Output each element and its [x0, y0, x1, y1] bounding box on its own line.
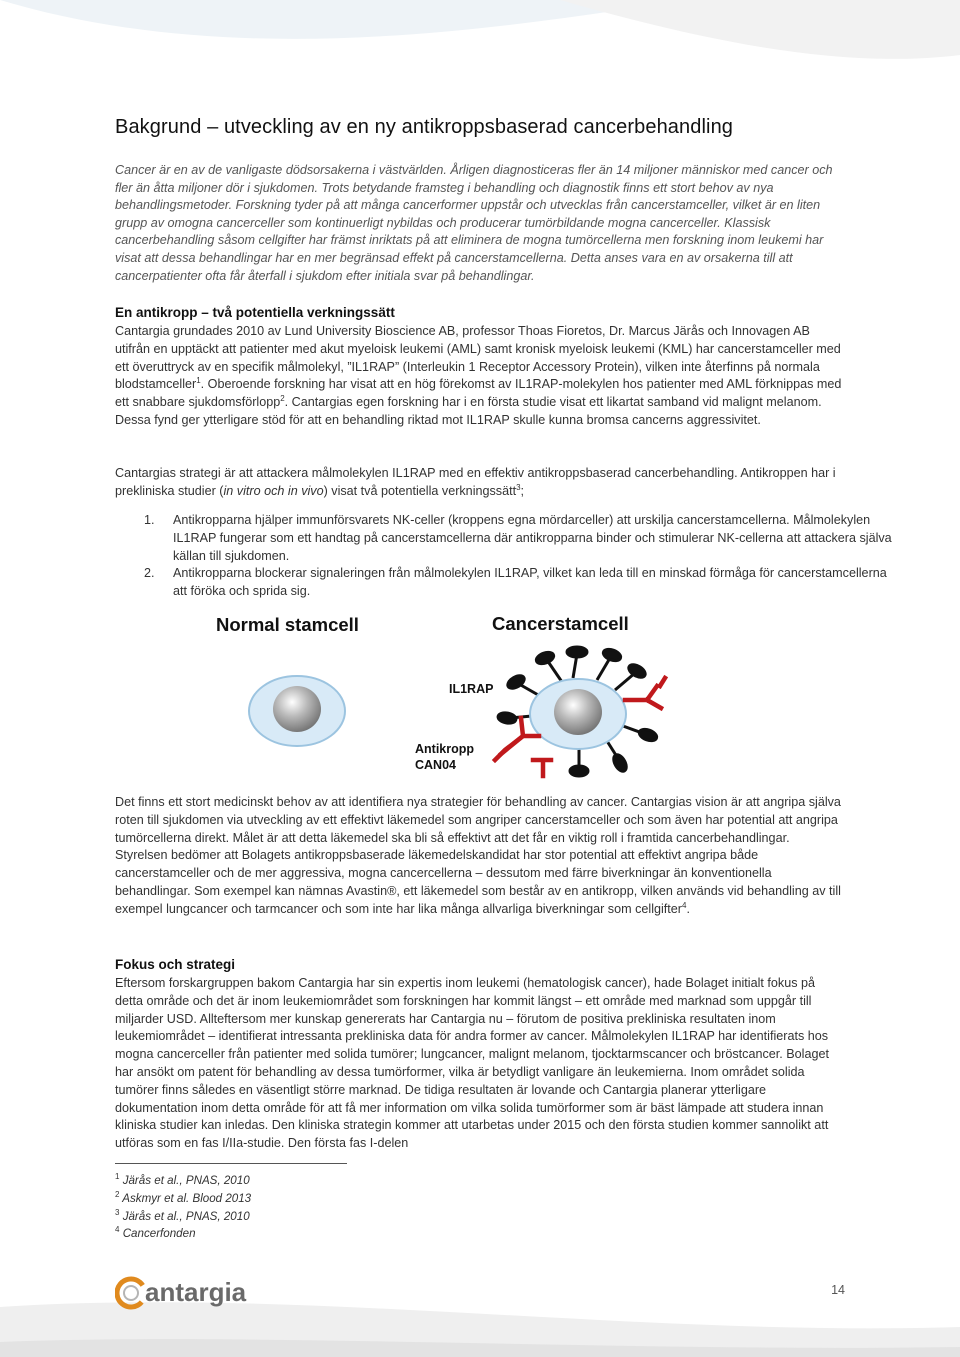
header-decoration	[0, 0, 960, 90]
footnote-divider	[115, 1163, 347, 1164]
antibody-label: Antikropp CAN04	[415, 742, 475, 772]
section-heading-antibody: En antikropp – två potentiella verkningssätt	[115, 305, 395, 320]
svg-text:antargia: antargia	[145, 1277, 247, 1307]
cancer-stemcell-label: Cancerstamcell	[492, 613, 629, 634]
paragraph-medical-need: Det finns ett stort medicinskt behov av att identifiera nya strategier för behandling av cancer. Cantargias vision är att angripa själva roten till sjukdomen via utveckling av ett effektivt läkemedel som angriper cancerstamceller och som även har potential att angripa tumörcellerna direkt. Målet är att detta läkemedel ska bli så effektivt att det får en viktig roll i framtida cancerbehandlingar. Styrelsen bedömer att Bolagets antikroppsbaserade läkemedelskandidat har stor potential att effektivt angripa både cancerstamceller och de mer aggressiva, mogna cancercellerna – dessutom med färre biverkningar än konventionella behandlingar. Som exempel kan nämnas Avastin®, ett läkemedel som består av en antikropp, vilken används vid behandling av till exempel lungcancer och tarmcancer och som inte har lika många allvarliga biverkningar som cellgifter$^4$.	[115, 795, 841, 916]
footnote: $^4$ Cancerfonden	[115, 1225, 196, 1241]
page-title: Bakgrund – utveckling av en ny antikroppsbaserad cancerbehandling	[115, 116, 734, 138]
paragraph-founding: Cantargia grundades 2010 av Lund University Bioscience AB, professor Thoas Fioretos, Dr. Marcus Järås och Innovagen AB utifrån en upptäckt att patienter med akut myeloisk leukemi (AML) samt kronisk myeloisk leukemi (KML) har cancerstamceller med ett överuttryck av en specifik målmolekyl, ”IL1RAP” (Interleukin 1 Receptor Accessory Protein), vilken inte återfinns på normala blodstamceller$^1$. Oberoende forskning har visat att en hög förekomst av IL1RAP-molekylen hos patienter med AML förknippas med ett snabbare sjukdomsförlopp$^2$. Cantargias egen forskning har i en första studie visat ett likartat samband vid malignt melanom. Dessa fynd ger ytterligare stöd för att en behandling riktad mot IL1RAP skulle kunna bromsa cancerns aggressivitet.	[115, 324, 842, 427]
cantargia-logo	[115, 1273, 275, 1318]
normal-stemcell-label: Normal stamcell	[216, 614, 359, 635]
footnote: $^1$ Järås et al., PNAS, 2010	[115, 1172, 250, 1187]
list-item: 2. Antikropparna blockerar signaleringen från målmolekylen IL1RAP, vilket kan leda till en minskad förmåga för cancerstamcellerna att föröka och sprida sig.	[144, 566, 887, 599]
paragraph-focus: Eftersom forskargruppen bakom Cantargia har sin expertis inom leukemi (hematologisk cancer), hade Bolaget initialt fokus på detta område och det är inom leukemiområdet som forskningen har kommit längst – ett område med marknad som uppgår till miljarder USD. Allteftersom mer kunskap genererats har Cantargia nu – förutom de positiva prekliniska resultaten inom leukemiområdet – identifierat intressanta prekliniska data för andra former av cancer. Målmolekylen IL1RAP har identifierats hos mogna cancerceller från patienter med solida tumörer; lungcancer, malignt melanom, tjocktarmscancer och bröstcancer. Bolaget har ansökt om patent för behandling av dessa tumörformer, vilka är betydligt vanligare än leukemierna. Inom området solida tumörer finns således en väsentligt större marknad. De tidiga resultaten är lovande och Cantargia planerar ytterligare dokumentation inom detta område för att få mer information om vilka solida tumörformer som är bäst lämpade att studera innan kliniska studier kan inledas. Den kliniska strategin kommer att utarbetas under 2015 och den första studien kommer sannolikt att utföras som en fas I/IIa-studie. Den första fas I-delen	[115, 976, 829, 1151]
footnote-ref-4: 4	[681, 900, 687, 910]
footnote: $^3$ Järås et al., PNAS, 2010	[115, 1207, 250, 1223]
cancer-cell-nucleus	[554, 689, 602, 735]
normal-cell-nucleus	[273, 686, 321, 732]
footnote-ref-1: 1	[196, 376, 201, 386]
paragraph-strategy: Cantargias strategi är att attackera målmolekylen IL1RAP med en effektiv antikroppsbaserad cancerbehandling. Antikroppen har i prekliniska studier (in vitro och in vivo) visat två potentiella verkningssätt$^3$;	[115, 466, 836, 498]
il1rap-label: IL1RAP	[449, 682, 494, 696]
intro-paragraph: Cancer är en av de vanligaste dödsorsakerna i västvärlden. Årligen diagnosticeras fler än 14 miljoner människor med cancer och fler än åtta miljoner dör i sjukdomen. Trots betydande framsteg i behandling och diagnostik finns ett stort behov av nya behandlingsmetoder. Forskning tyder på att många cancerformer uppstår och utvecklas från cancerstamceller, vilket är en liten grupp av omogna cancerceller som kontinuerligt nybildas och producerar tumörbildande mogna cancerceller. Klassisk cancerbehandling såsom cellgifter har främst inriktats på att eliminera de mogna tumörcellerna men forskning inom leukemi har visat att dessa behandlingar har en mer begränsad effekt på cancerstamcellerna. Detta anses vara en av orsakerna till att cancerpatienter ofta får återfall i sjukdom efter initiala svar på behandlingar.	[115, 163, 833, 283]
stem-cell-diagram	[205, 608, 695, 788]
list-item: 1. Antikropparna hjälper immunförsvarets NK-celler (kroppens egna mördarceller) att urskilja cancerstamcellerna. Målmolekylen IL1RAP fungerar som ett handtag på cancerstamcellerna där antikropparna binder och stimulerar NK-cellerna att attackera själva källan till sjukdomen.	[144, 513, 892, 563]
footnote-ref-2: 2	[280, 394, 285, 403]
page-number: 14	[831, 1283, 845, 1297]
mechanism-list	[115, 512, 903, 601]
section-heading-focus: Fokus och strategi	[115, 957, 236, 972]
footnote: $^2$ Askmyr et al. Blood 2013	[115, 1189, 252, 1205]
footnotes	[115, 1172, 251, 1243]
footnote-ref-3: 3	[516, 482, 521, 492]
